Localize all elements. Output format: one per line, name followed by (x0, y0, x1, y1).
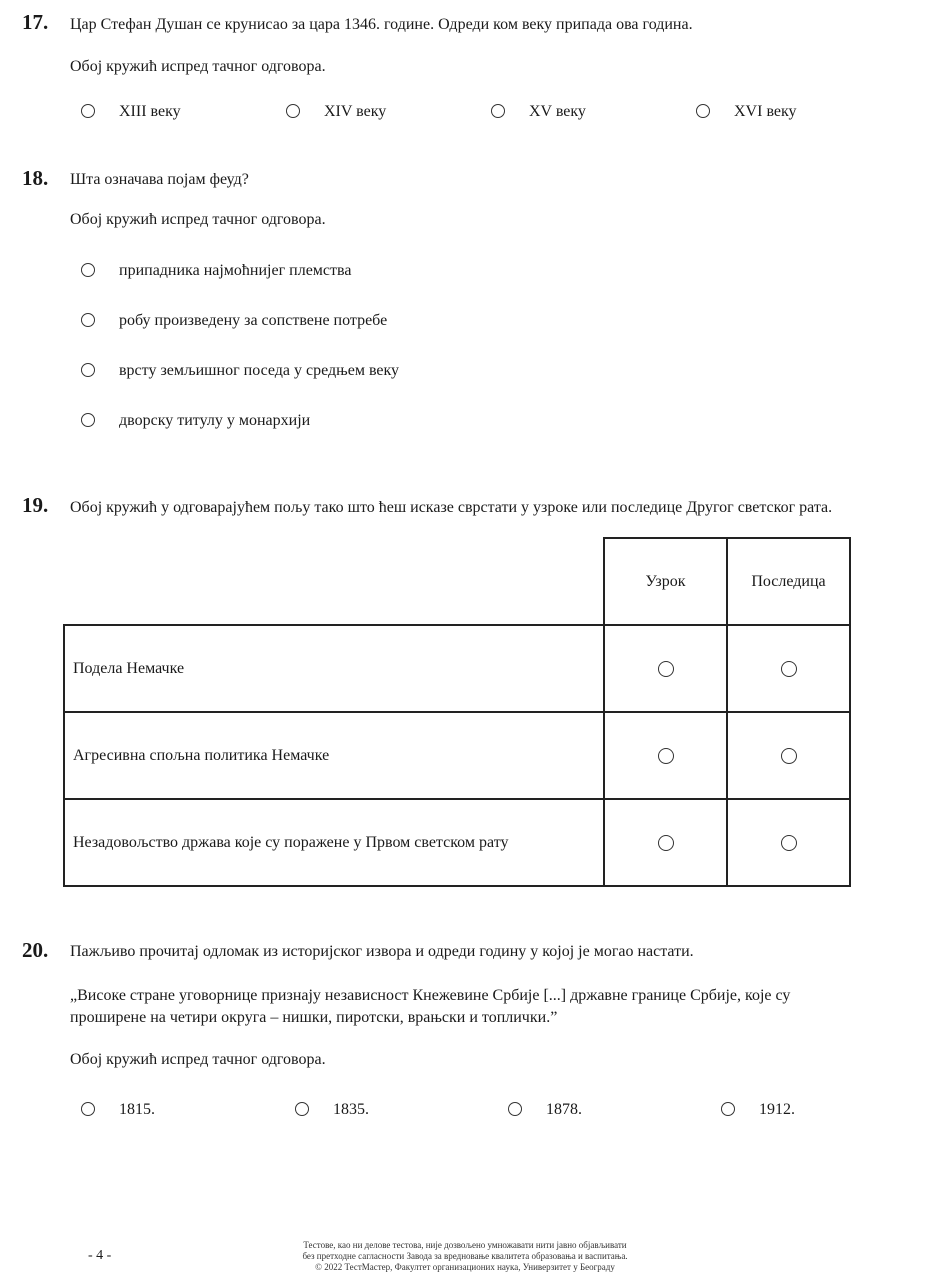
question-19-number: 19. (22, 493, 49, 517)
question-20-text: Пажљиво прочитај одломак из историјског извора и одреди годину у којој је могао настати. (70, 943, 694, 960)
cause-effect-table (63, 537, 851, 887)
row-2-effect-radio[interactable] (781, 748, 797, 764)
q18-option-4-radio[interactable] (81, 413, 95, 427)
q18-option-3-radio[interactable] (81, 363, 95, 377)
row-3-effect-cell (727, 799, 850, 886)
question-20-number: 20. (22, 938, 49, 962)
q17-option-4-label: XVI веку (734, 103, 797, 120)
q20-option-1-label: 1815. (119, 1101, 155, 1118)
q20-option-4-label: 1912. (759, 1101, 795, 1118)
question-17-text: Цар Стефан Душан се крунисао за цара 1346. године. Одреди ком веку припада ова година. (70, 16, 693, 33)
q20-option-2-label: 1835. (333, 1101, 369, 1118)
row-3-effect-radio[interactable] (781, 835, 797, 851)
question-17-instruction: Обој кружић испред тачног одговора. (70, 58, 326, 75)
copyright-line-2: без претходне сагласности Завода за вредновање квалитета образовања и васпитања. (302, 1251, 628, 1261)
question-20-instruction: Обој кружић испред тачног одговора. (70, 1051, 326, 1068)
question-18-number: 18. (22, 166, 49, 190)
table-empty-corner (64, 538, 604, 625)
copyright-notice (230, 1240, 700, 1273)
q18-option-1-radio[interactable] (81, 263, 95, 277)
q18-option-4-label: дворску титулу у монархији (119, 412, 311, 429)
q17-option-4-radio[interactable] (696, 104, 710, 118)
row-2-effect-cell (727, 712, 850, 799)
q18-option-2-label: робу произведену за сопствене потребе (119, 312, 388, 329)
row-3-cause-cell (604, 799, 727, 886)
statement-2: Агресивна спољна политика Немачке (64, 712, 604, 799)
column-header-effect: Последица (727, 538, 850, 625)
q20-option-3-label: 1878. (546, 1101, 582, 1118)
q20-option-2-radio[interactable] (295, 1102, 309, 1116)
q17-option-3-radio[interactable] (491, 104, 505, 118)
historical-source-quote: „Високе стране уговорнице признају независност Кнежевине Србије [...] државне границе Србије, које су проширене на четири округа – нишки, пиротски, врањски и топлички.” (70, 987, 791, 1026)
q20-option-1-radio[interactable] (81, 1102, 95, 1116)
question-18-instruction: Обој кружић испред тачног одговора. (70, 211, 326, 228)
row-2-cause-radio[interactable] (658, 748, 674, 764)
q17-option-3-label: XV веку (529, 103, 586, 120)
row-1-cause-cell (604, 625, 727, 712)
q17-option-2-radio[interactable] (286, 104, 300, 118)
question-19-text: Обој кружић у одговарајућем пољу тако што ћеш исказе сврстати у узроке или последице Другог светског рата. (70, 499, 833, 516)
q17-option-2-label: XIV веку (324, 103, 387, 120)
copyright-line-1: Тестове, као ни делове тестова, није дозвољено умножавати нити јавно објављивати (303, 1240, 627, 1250)
question-17-number: 17. (22, 10, 49, 34)
row-2-cause-cell (604, 712, 727, 799)
column-header-cause: Узрок (604, 538, 727, 625)
table-row (64, 625, 850, 712)
page-number: - 4 - (88, 1248, 112, 1263)
copyright-line-3: © 2022 ТестМастер, Факултет организационих наука, Универзитет у Београду (315, 1262, 615, 1272)
question-18-text: Шта означава појам феуд? (70, 171, 249, 188)
q20-option-3-radio[interactable] (508, 1102, 522, 1116)
table-header-row (64, 538, 850, 625)
table-row (64, 712, 850, 799)
statement-1: Подела Немачке (64, 625, 604, 712)
table-row (64, 799, 850, 886)
q17-option-1-label: XIII веку (119, 103, 181, 120)
row-1-effect-radio[interactable] (781, 661, 797, 677)
row-1-effect-cell (727, 625, 850, 712)
row-1-cause-radio[interactable] (658, 661, 674, 677)
q17-option-1-radio[interactable] (81, 104, 95, 118)
q20-option-4-radio[interactable] (721, 1102, 735, 1116)
statement-3: Незадовољство држава које су поражене у Првом светском рату (64, 799, 604, 886)
row-3-cause-radio[interactable] (658, 835, 674, 851)
q18-option-3-label: врсту земљишног поседа у средњем веку (119, 362, 400, 379)
q18-option-1-label: припадника најмоћнијег племства (119, 262, 352, 279)
q18-option-2-radio[interactable] (81, 313, 95, 327)
